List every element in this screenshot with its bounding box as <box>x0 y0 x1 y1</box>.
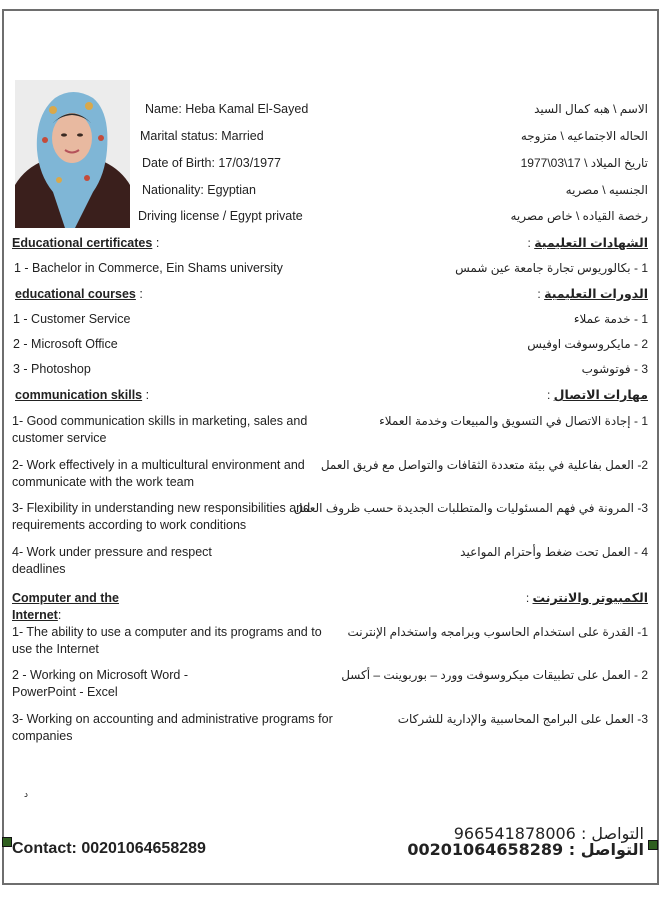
marital-status-ar: الحاله الاجتماعيه \ متزوجه <box>520 129 648 143</box>
course-item-ar: 1 - خدمة عملاء <box>573 312 648 326</box>
communication-heading-text: communication skills <box>15 388 143 402</box>
date-of-birth-ar: تاريخ الميلاد \ 17\03\1977 <box>520 156 648 170</box>
date-of-birth-en: Date of Birth: 17/03/1977 <box>142 156 281 170</box>
communication-item-ar: 2- العمل بفاعلية في بيئة متعددة الثقافات والتواصل مع فريق العمل <box>320 458 648 472</box>
driving-license-ar: رخصة القياده \ خاص مصريه <box>510 209 648 223</box>
name-en: Name: Heba Kamal El-Sayed <box>145 102 309 116</box>
courses-heading-ar-colon: : <box>537 287 541 301</box>
course-item-en: 3 - Photoshop <box>13 362 91 376</box>
education-heading-en <box>12 235 159 252</box>
name-ar: الاسم \ هبه كمال السيد <box>534 102 648 116</box>
communication-item-en: 3- Flexibility in understanding new responsibilities and requirements according to work conditions <box>12 501 311 532</box>
course-item-ar: 2 - مايكروسوفت اوفيس <box>527 337 648 351</box>
computer-item-ar: 1- القدرة على استخدام الحاسوب وبرامجه واستخدام الإنترنت <box>347 625 648 639</box>
communication-item-ar: 3- المرونة في فهم المسئوليات والمتطلبات الجديدة حسب ظروف العمل <box>293 501 648 515</box>
computer-heading-ar-text: الكمبيوتر والانترنت <box>532 591 648 605</box>
course-item-ar: 3 - فوتوشوب <box>581 362 648 376</box>
education-heading-ar-colon: : <box>527 236 531 250</box>
courses-heading-text: educational courses <box>15 287 136 301</box>
computer-heading-en <box>12 590 119 624</box>
computer-item-ar: 3- العمل على البرامج المحاسبية والإدارية للشركات <box>397 712 648 726</box>
computer-heading-ar <box>526 590 648 607</box>
communication-heading-ar-text: مهارات الاتصال <box>553 388 648 402</box>
courses-heading-en <box>15 286 143 303</box>
communication-item-en: 2- Work effectively in a multicultural environment and communicate with the work team <box>12 458 305 489</box>
computer-item-en: 1- The ability to use a computer and its programs and to use the Internet <box>12 625 322 656</box>
stray-mark: د <box>24 789 29 799</box>
education-heading-ar <box>528 235 648 252</box>
nationality-ar: الجنسيه \ مصريه <box>565 183 648 197</box>
profile-photo <box>15 80 130 228</box>
contact-ar-number-2: 00201064658289 <box>407 840 564 859</box>
contact-bullet-icon <box>2 837 12 847</box>
communication-item-ar: 1 - إجادة الاتصال في التسويق والمبيعات وخدمة العملاء <box>379 414 648 428</box>
marital-status-en: Marital status: Married <box>140 129 264 143</box>
computer-heading-colon: : <box>57 608 62 622</box>
computer-heading-ar-colon: : <box>525 591 530 605</box>
contact-ar-label-1: التواصل : <box>580 824 644 843</box>
contact-en: Contact: 00201064658289 <box>12 840 206 857</box>
communication-heading-ar-colon: : <box>546 388 551 402</box>
education-heading-text: Educational certificates <box>12 236 153 250</box>
communication-item-en: 1- Good communication skills in marketing, sales and customer service <box>12 414 308 445</box>
courses-heading-ar <box>537 286 648 303</box>
computer-heading-line2: Internet <box>12 608 58 622</box>
communication-heading-colon: : <box>145 388 150 402</box>
course-item-en: 2 - Microsoft Office <box>13 337 118 351</box>
computer-item-en: 2 - Working on Microsoft Word - PowerPoint - Excel <box>12 668 188 699</box>
education-heading-ar-text: الشهادات التعليمية <box>534 236 648 250</box>
communication-heading-ar <box>547 387 648 404</box>
communication-item-ar: 4 - العمل تحت ضغط وأحترام المواعيد <box>460 545 648 559</box>
course-item-en: 1 - Customer Service <box>13 312 131 326</box>
driving-license-en: Driving license / Egypt private <box>138 209 303 223</box>
contact-bullet-icon <box>648 840 658 850</box>
communication-heading-en <box>15 387 149 404</box>
contact-ar-number-1: 966541878006 <box>453 824 576 843</box>
computer-item-ar: 2 - العمل على تطبيقات ميكروسوفت وورد – بوربوينت – أكسل <box>341 668 648 682</box>
education-heading-colon: : <box>155 236 160 250</box>
education-item-ar: 1 - بكالوريوس تجارة جامعة عين شمس <box>455 261 648 275</box>
courses-heading-colon: : <box>139 287 143 301</box>
profile-photo-illustration <box>15 80 130 228</box>
computer-heading-line1: Computer and the <box>12 591 119 605</box>
computer-item-en: 3- Working on accounting and administrative programs for companies <box>12 712 333 743</box>
education-item-en: 1 - Bachelor in Commerce, Ein Shams university <box>14 261 283 275</box>
courses-heading-ar-text: الدورات التعليمية <box>544 287 648 301</box>
contact-ar-label-2: التواصل : <box>568 840 644 859</box>
communication-item-en: 4- Work under pressure and respect deadlines <box>12 545 212 576</box>
nationality-en: Nationality: Egyptian <box>142 183 256 197</box>
contact-ar <box>407 826 644 858</box>
